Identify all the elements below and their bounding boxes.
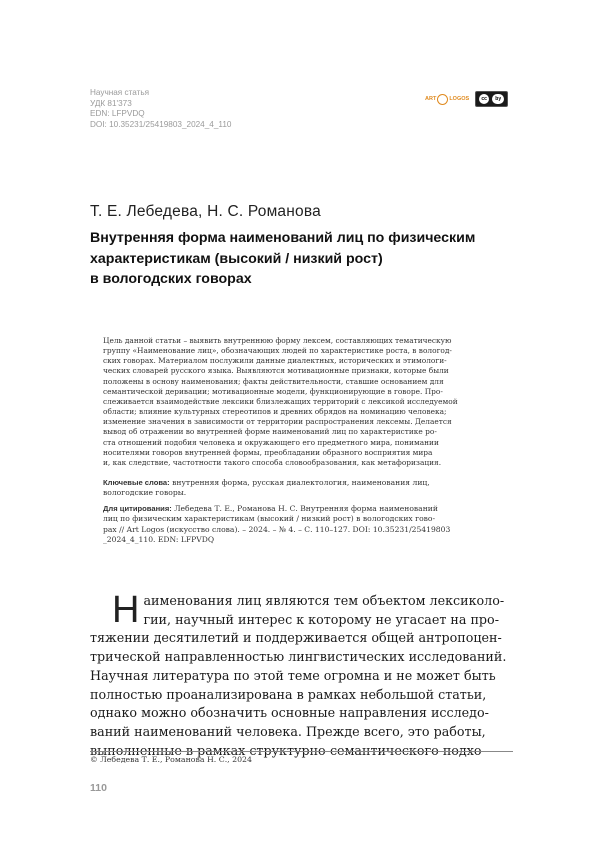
abstract-line: носителями говоров внутренней формы, преобладании образного восприятия мира — [103, 447, 433, 457]
body-line: выполненные в рамках структурно-семантического подхо- — [90, 742, 486, 758]
title-line: характеристикам (высокий / низкий рост) — [90, 250, 383, 267]
abstract-line: области; влияние культурных стереотипов и древних обрядов на номинацию человека; — [103, 407, 447, 417]
body-line: полностью проанализирована в рамках небольшой статьи, — [90, 686, 487, 702]
citation-line: лиц по физическим характеристикам (высокий / низкий рост) в вологодских гово- — [103, 514, 436, 524]
abstract-line: Цель данной статьи – выявить внутреннюю форму лексем, составляющих тематическую — [103, 336, 452, 345]
abstract-line: семантической деривации; мотивационные модели, функционирующие в говоре. Про- — [103, 386, 443, 396]
citation-label: Для цитирования: — [103, 504, 172, 513]
abstract-line: ческих словарей русского языка. Выявляются мотивационные признаки, которые были — [103, 366, 449, 376]
abstract-line: группу «Наименование лиц», обозначающих людей по характеристике роста, в вологод- — [103, 346, 452, 356]
logos — [425, 90, 508, 108]
udk-code: УДК 81'373 — [90, 98, 132, 108]
doi-code: DOI: 10.35231/25419803_2024_4_110 — [90, 119, 232, 129]
article-title — [90, 228, 530, 290]
keywords — [103, 478, 491, 499]
drop-cap: Н — [112, 589, 140, 631]
title-line: Внутренняя форма наименований лиц по физическим — [90, 230, 476, 246]
keywords-text: внутренняя форма, русская диалектология, наименования лиц, — [169, 478, 430, 487]
citation-line — [103, 504, 491, 514]
abstract-line: ских говорах. Материалом послужили данные диалектных, исторических и этимологи- — [103, 356, 447, 366]
keywords-line: вологодские говоры. — [103, 488, 187, 498]
article-type: Научная статья — [90, 88, 150, 97]
footnote-divider — [90, 751, 513, 752]
citation-line: рах // Art Logos (искусство слова). – 2024. – № 4. – С. 110–127. DOI: 10.35231/25419803 — [103, 524, 451, 534]
body-line: гии, научный интерес к которому не угасает на про- — [143, 611, 499, 627]
abstract-line: и, как следствие, частотности такого способа словообразования, как метафоризация. — [103, 457, 442, 467]
body-line: Научная литература по этой теме огромна и не может быть — [90, 667, 496, 683]
abstract-line: вывод об отражении во внутренней форме наименований лиц по характеристике ро- — [103, 427, 437, 437]
abstract-line: ста отношений подобия человека и окружающего его предметного мира, понимании — [103, 437, 439, 447]
edn-code: EDN: LFPVDQ — [90, 109, 145, 119]
keywords-label: Ключевые слова: — [103, 478, 170, 487]
abstract — [103, 336, 491, 468]
copyright: © Лебедева Т. Е., Романова Н. С., 2024 — [90, 755, 252, 764]
body-text — [90, 589, 513, 760]
abstract-line: слеживается взаимодействие лексики близлежащих территорий с лексикой исследуемой — [103, 396, 458, 406]
journal-logo: ART LOGOS — [425, 94, 469, 105]
abstract-line: положены в основу наименования; факты действительности, ставшие основанием для — [103, 376, 444, 386]
citation-text: Лебедева Т. Е., Романова Н. С. Внутренняя форма наименований — [171, 504, 438, 513]
cc-license-icon: cc by — [475, 91, 508, 107]
article-meta — [90, 88, 231, 130]
body-line: трической направленностью лингвистических исследований. — [90, 649, 507, 665]
abstract-line: изменение значения в зависимости от территории распространения лексемы. Делается — [103, 417, 452, 427]
citation — [103, 504, 491, 545]
body-line: ваний наименований человека. Прежде всего, это работы, — [90, 723, 486, 739]
page-number: 110 — [90, 782, 107, 794]
keywords-line — [103, 478, 491, 488]
body-line: однако можно обозначить основные направления исследо- — [90, 705, 489, 721]
body-line: аименования лиц являются тем объектом лексиколо- — [143, 593, 505, 608]
title-line: в вологодских говорах — [90, 271, 252, 287]
authors: Т. Е. Лебедева, Н. С. Романова — [90, 203, 321, 220]
citation-line: _2024_4_110. EDN: LFPVDQ — [103, 534, 215, 544]
body-line: тяжении десятилетий и поддерживается общей антропоцен- — [90, 630, 502, 646]
